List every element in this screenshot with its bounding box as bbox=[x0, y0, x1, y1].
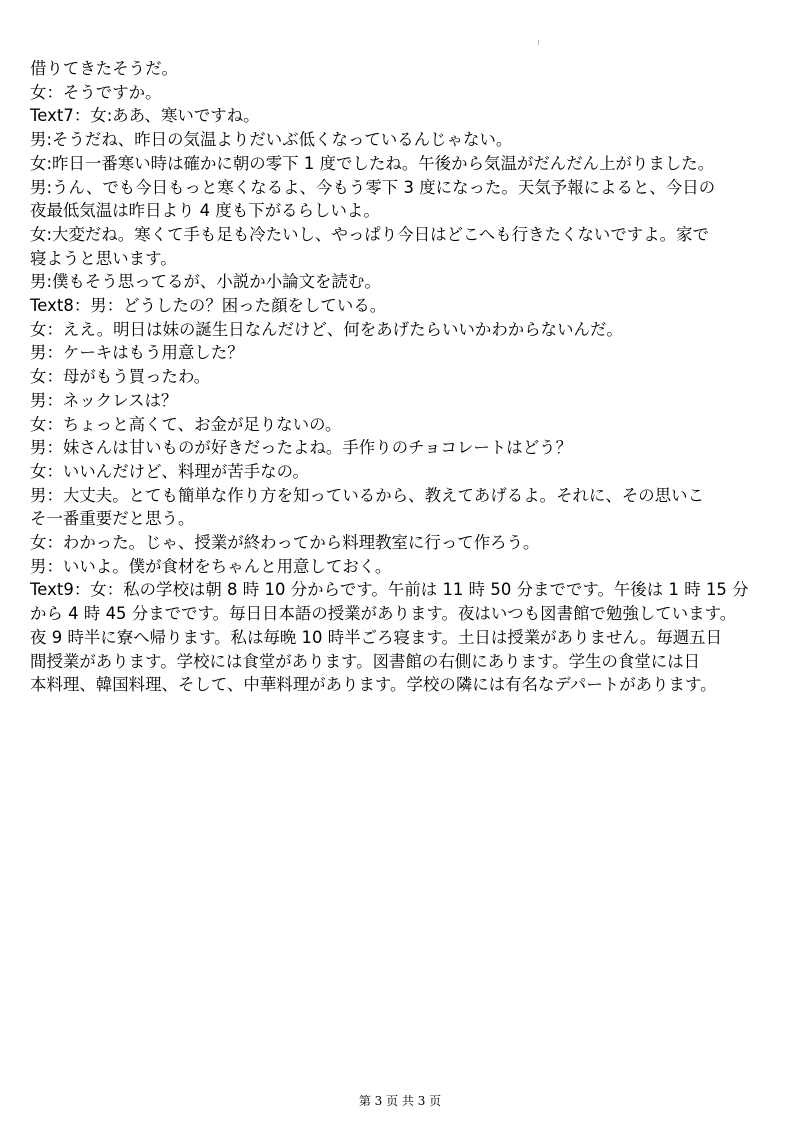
text-line: Text9：女：私の学校は朝 8 時 10 分からです。午前は 11 時 50 分までです。午後は 1 時 15 分 bbox=[30, 580, 749, 600]
transcript-body bbox=[30, 57, 782, 697]
text-line: から 4 時 45 分までです。毎日日本語の授業があります。夜はいつも図書館で勉強しています。 bbox=[30, 604, 737, 624]
text-line: 男:うん、でも今日もっと寒くなるよ、今もう零下 3 度になった。天気予報によると、今日の bbox=[30, 177, 716, 197]
text-line: 借りてきたそうだ。 bbox=[30, 59, 178, 78]
text-line: 男：ケーキはもう用意した？ bbox=[30, 343, 244, 363]
scan-mark bbox=[538, 40, 539, 45]
text-line: 女：ええ。明日は妹の誕生日なんだけど、何をあげたらいいかわからないんだ。 bbox=[30, 319, 623, 339]
text-line: 男:そうだね、昨日の気温よりだいぶ低くなっているんじゃない。 bbox=[30, 130, 513, 150]
text-line: 男：いいよ。僕が食材をちゃんと用意しておく。 bbox=[30, 556, 392, 576]
text-line: 女:昨日一番寒い時は確かに朝の零下 1 度でしたね。午後から気温がだんだん上がりました。 bbox=[30, 153, 715, 173]
text-line: 男：妹さんは甘いものが好きだったよね。手作りのチョコレートはどう？ bbox=[30, 438, 573, 458]
text-line: そ一番重要だと思う。 bbox=[30, 509, 195, 529]
text-line: Text8：男：どうしたの？困った顔をしている。 bbox=[30, 296, 387, 316]
text-line: 女：母がもう買ったわ。 bbox=[30, 367, 211, 387]
text-line: Text7：女:ああ、寒いですね。 bbox=[30, 106, 260, 126]
text-line: 男:僕もそう思ってるが、小説か小論文を読む。 bbox=[30, 272, 381, 292]
text-line: 女：そうですか。 bbox=[30, 82, 162, 102]
text-line: 女：いいんだけど、料理が苦手なの。 bbox=[30, 461, 309, 481]
text-line: 夜 9 時半に寮へ帰ります。私は毎晩 10 時半ごろ寝ます。土日は授業がありません。毎週五日 bbox=[30, 627, 723, 647]
page-footer: 第 3 页 共 3 页 bbox=[358, 1094, 442, 1108]
text-line: 女：ちょっと高くて、お金が足りないの。 bbox=[30, 414, 342, 434]
text-line: 寝ようと思います。 bbox=[30, 248, 177, 268]
text-line: 夜最低気温は昨日より 4 度も下がるらしいよ。 bbox=[30, 201, 380, 221]
text-line: 女:大変だね。寒くて手も足も冷たいし、やっぱり今日はどこへも行きたくないですよ。家で bbox=[30, 224, 709, 244]
text-line: 男：大丈夫。とても簡単な作り方を知っているから、教えてあげるよ。それに、その思いこ bbox=[30, 485, 705, 505]
text-line: 本料理、韓国料理、そして、中華料理があります。学校の隣には有名なデパートがあります。 bbox=[30, 675, 717, 695]
text-line: 男：ネックレスは？ bbox=[30, 390, 178, 410]
text-line: 女：わかった。じゃ、授業が終わってから料理教室に行って作ろう。 bbox=[30, 533, 540, 553]
text-line: 間授業があります。学校には食堂があります。図書館の右側にあります。学生の食堂には日 bbox=[30, 651, 701, 671]
